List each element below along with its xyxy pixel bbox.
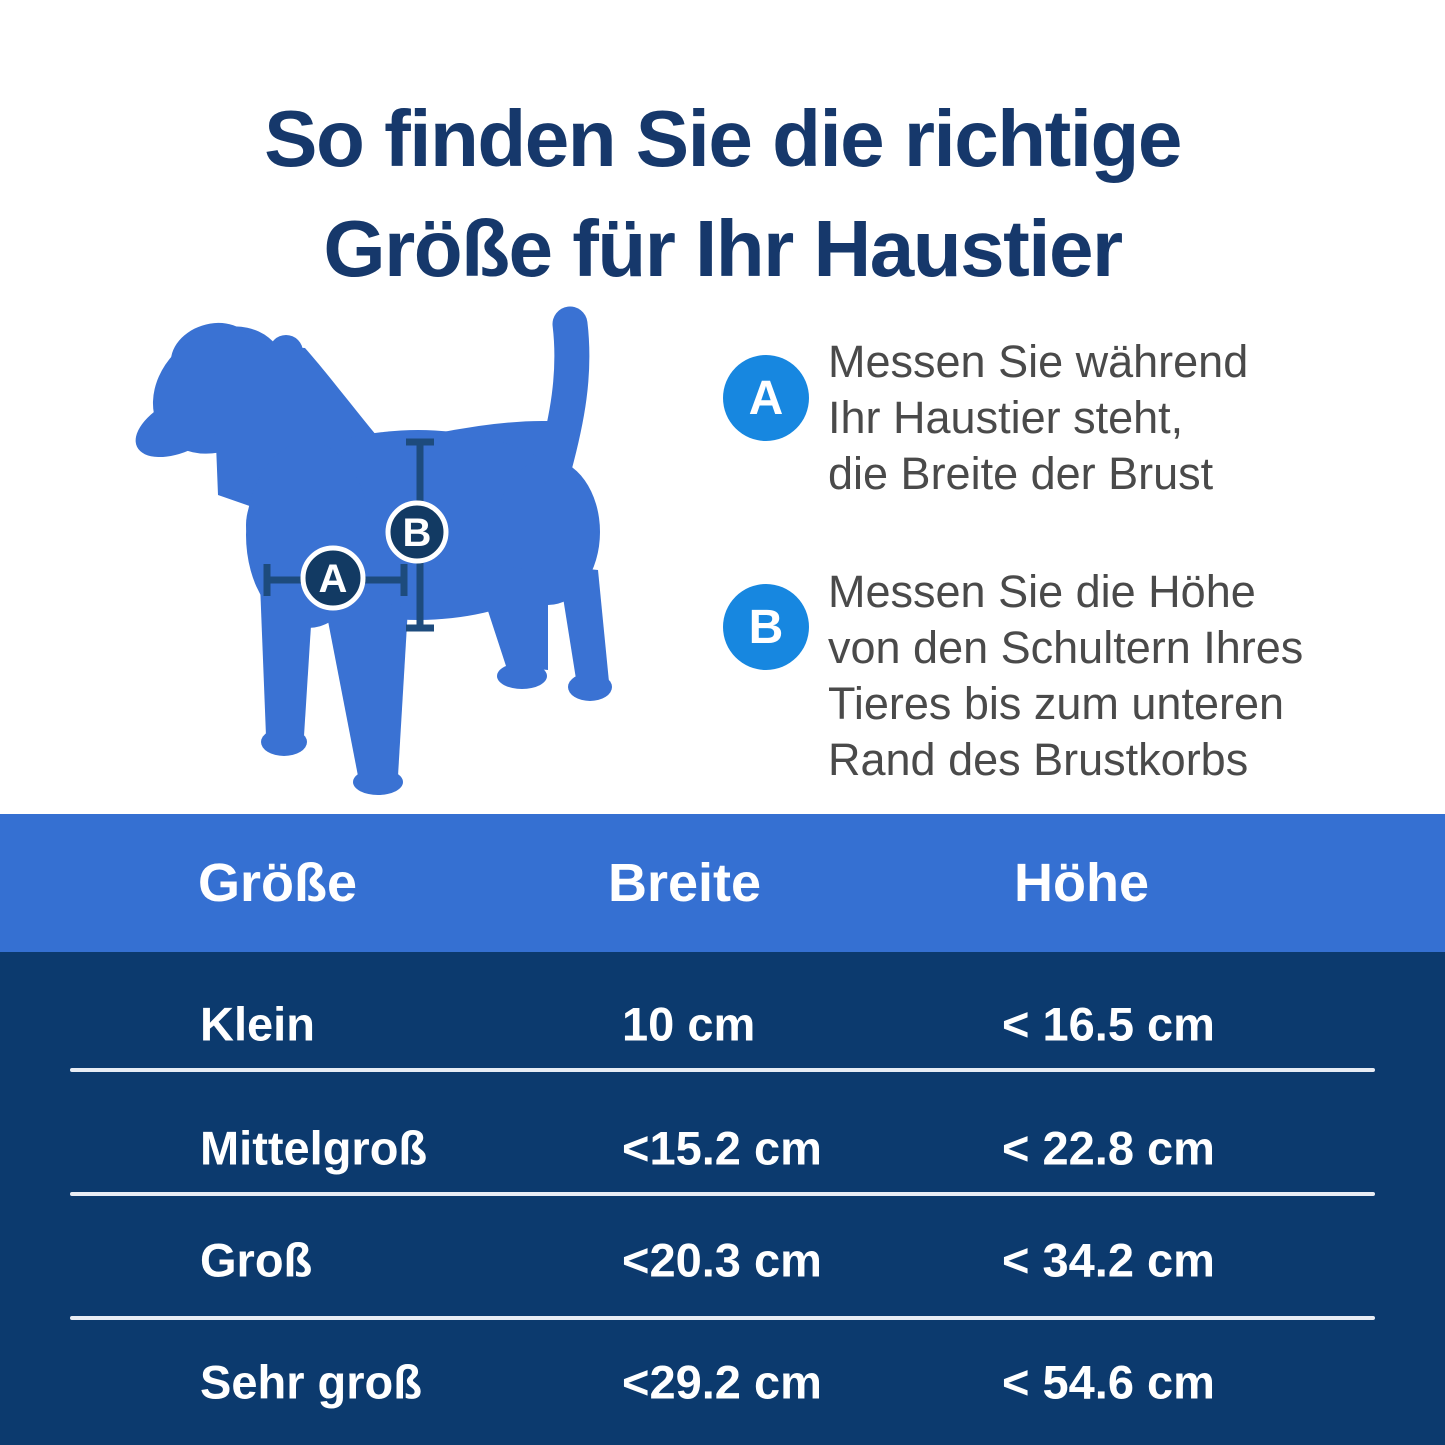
instruction-b-line2: von den Schultern Ihres — [828, 622, 1304, 673]
page-title-line2: Größe für Ihr Haustier — [323, 204, 1122, 293]
size-table-body — [0, 952, 1445, 1445]
marker-a-letter: A — [318, 557, 348, 601]
size-label: Mittelgroß — [200, 1121, 428, 1175]
instruction-badge-a: A — [723, 355, 809, 441]
width-value: <15.2 cm — [622, 1121, 822, 1175]
instruction-b-line1: Messen Sie die Höhe — [828, 566, 1256, 617]
width-value: 10 cm — [622, 997, 756, 1051]
height-value: < 54.6 cm — [1002, 1355, 1215, 1409]
size-table-header — [0, 814, 1445, 952]
height-value: < 16.5 cm — [1002, 997, 1215, 1051]
marker-a — [303, 548, 363, 608]
row-separator — [70, 1068, 1375, 1072]
col-header-groesse: Größe — [198, 853, 358, 913]
size-label: Sehr groß — [200, 1355, 422, 1409]
instruction-a-line2: Ihr Haustier steht, — [828, 392, 1184, 443]
dog-measurement-diagram — [120, 290, 680, 810]
instruction-badge-b: B — [723, 584, 809, 670]
col-header-breite: Breite — [608, 853, 762, 913]
row-separator — [70, 1192, 1375, 1196]
width-value: <20.3 cm — [622, 1233, 822, 1287]
page-title — [0, 84, 1445, 304]
height-value: < 22.8 cm — [1002, 1121, 1215, 1175]
row-separator — [70, 1316, 1375, 1320]
instruction-text-a — [828, 334, 1248, 502]
instruction-a-line1: Messen Sie während — [828, 336, 1249, 387]
instruction-b-line3: Tieres bis zum unteren — [828, 678, 1285, 729]
instruction-b-line4: Rand des Brustkorbs — [828, 734, 1249, 785]
col-header-hoehe: Höhe — [1014, 853, 1149, 913]
marker-b — [388, 503, 446, 561]
dog-silhouette-icon — [126, 300, 612, 795]
size-label: Klein — [200, 997, 315, 1051]
instruction-text-b — [828, 564, 1303, 788]
marker-b-letter: B — [402, 511, 432, 555]
width-value: <29.2 cm — [622, 1355, 822, 1409]
instruction-a-line3: die Breite der Brust — [828, 448, 1214, 499]
page-title-line1: So finden Sie die richtige — [264, 94, 1181, 183]
height-value: < 34.2 cm — [1002, 1233, 1215, 1287]
size-label: Groß — [200, 1233, 313, 1287]
